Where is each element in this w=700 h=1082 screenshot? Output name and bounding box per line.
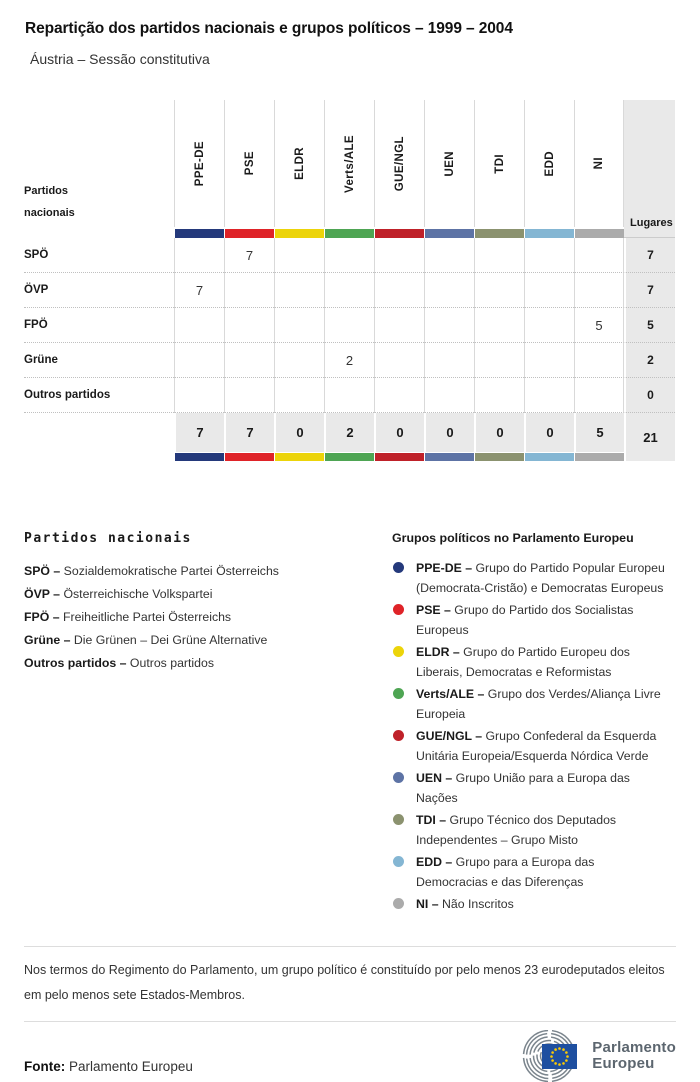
column-header-gue-ngl: GUE/NGL — [374, 100, 424, 227]
legend-group-item: EDD – Grupo para a Europa das Democracias e das Diferenças — [392, 852, 676, 892]
group-color-bar — [224, 452, 274, 461]
group-color-bar — [174, 452, 224, 461]
total-cell: 0 — [524, 413, 574, 452]
group-color-bar — [224, 227, 274, 238]
table-cell — [324, 273, 374, 308]
table-cell: 2 — [324, 343, 374, 378]
table-cell — [574, 378, 624, 413]
table-row-label: SPÖ — [24, 238, 174, 273]
group-color-bar — [474, 227, 524, 238]
column-header-tdi: TDI — [474, 100, 524, 227]
column-header-edd: EDD — [524, 100, 574, 227]
table-cell — [274, 273, 324, 308]
seats-cell: 7 — [624, 238, 675, 273]
table-cell — [474, 308, 524, 343]
table-row-label: Outros partidos — [24, 378, 174, 413]
group-color-bar — [424, 452, 474, 461]
legend-group-item: NI – Não Inscritos — [392, 894, 676, 914]
legend-party-item: ÖVP – Österreichische Volkspartei — [24, 587, 213, 601]
table-cell — [274, 308, 324, 343]
legend-group-item: PSE – Grupo do Partido dos Socialistas Europeus — [392, 600, 676, 640]
table-cell: 7 — [224, 238, 274, 273]
table-cell — [574, 238, 624, 273]
legend-group-item: UEN – Grupo União para a Europa das Nações — [392, 768, 676, 808]
table-cell — [474, 273, 524, 308]
group-color-bar — [474, 452, 524, 461]
total-cell: 5 — [574, 413, 624, 452]
legend-group-item: Verts/ALE – Grupo dos Verdes/Aliança Livre Europeia — [392, 684, 676, 724]
legend-party-item: Grüne – Die Grünen – Dei Grüne Alternative — [24, 633, 268, 647]
table-cell — [574, 273, 624, 308]
table-row-label: ÖVP — [24, 273, 174, 308]
table-cell — [224, 378, 274, 413]
seats-cell: 2 — [624, 343, 675, 378]
table-cell — [524, 343, 574, 378]
total-cell: 0 — [474, 413, 524, 452]
page-subtitle: Áustria – Sessão constitutiva — [30, 51, 210, 67]
column-header-pse: PSE — [224, 100, 274, 227]
table-cell — [574, 343, 624, 378]
column-header-ppe-de: PPE-DE — [174, 100, 224, 227]
table-cell — [424, 238, 474, 273]
footnote: Nos termos do Regimento do Parlamento, um grupo político é constituído por pelo menos 23 eurodeputados eleitos em pelo menos sete Estados-Membros. — [24, 946, 676, 1022]
table-cell — [174, 308, 224, 343]
total-cell: 2 — [324, 413, 374, 452]
table-cell — [324, 308, 374, 343]
logo-wordmark: Parlamento Europeu — [592, 1039, 676, 1072]
legend-party-item: SPÖ – Sozialdemokratische Partei Österreichs — [24, 564, 279, 578]
table-cell: 7 — [174, 273, 224, 308]
source-line: Fonte: Parlamento Europeu — [24, 1059, 193, 1074]
legend-party-item: FPÖ – Freiheitliche Partei Österreichs — [24, 610, 232, 624]
group-color-bar — [424, 227, 474, 238]
group-color-bar — [324, 452, 374, 461]
table-cell — [374, 308, 424, 343]
total-cell: 7 — [174, 413, 224, 452]
table-cell — [474, 343, 524, 378]
seats-column-header: Lugares — [624, 100, 675, 238]
group-color-dot — [393, 730, 404, 741]
table-cell — [274, 238, 324, 273]
column-header-verts-ale: Verts/ALE — [324, 100, 374, 227]
total-cell: 7 — [224, 413, 274, 452]
table-cell — [174, 378, 224, 413]
seats-cell: 7 — [624, 273, 675, 308]
page — [0, 20, 700, 1082]
table-cell — [324, 378, 374, 413]
table-cell — [374, 273, 424, 308]
total-cell: 0 — [274, 413, 324, 452]
table-cell — [374, 238, 424, 273]
legend-group-item: TDI – Grupo Técnico dos Deputados Independentes – Grupo Misto — [392, 810, 676, 850]
table-cell — [274, 343, 324, 378]
legend-groups-header: Grupos políticos no Parlamento Europeu — [392, 531, 634, 545]
table-cell — [174, 343, 224, 378]
column-header-eldr: ELDR — [274, 100, 324, 227]
table-cell — [374, 343, 424, 378]
total-cell: 0 — [424, 413, 474, 452]
table-cell — [524, 273, 574, 308]
total-cell: 0 — [374, 413, 424, 452]
row-header-cell — [24, 100, 174, 238]
group-color-bar — [274, 227, 324, 238]
grand-total-cell: 21 — [624, 413, 675, 461]
group-color-bar — [174, 227, 224, 238]
group-color-dot — [393, 604, 404, 615]
legend-national-parties — [24, 531, 392, 916]
legends-section — [24, 531, 676, 916]
group-color-bar — [524, 227, 574, 238]
group-color-dot — [393, 856, 404, 867]
group-color-dot — [393, 646, 404, 657]
group-color-bar — [274, 452, 324, 461]
table-cell — [224, 273, 274, 308]
table-cell — [524, 238, 574, 273]
table-cell — [274, 378, 324, 413]
legend-group-item: GUE/NGL – Grupo Confederal da Esquerda Unitária Europeia/Esquerda Nórdica Verde — [392, 726, 676, 766]
table-cell — [424, 343, 474, 378]
row-header-label: Partidos nacionais — [24, 185, 75, 219]
footer — [24, 1030, 676, 1082]
group-color-bar — [374, 452, 424, 461]
table-row-label: FPÖ — [24, 308, 174, 343]
seats-cell: 5 — [624, 308, 675, 343]
column-header-uen: UEN — [424, 100, 474, 227]
legend-group-item: ELDR – Grupo do Partido Europeu dos Liberais, Democratas e Reformistas — [392, 642, 676, 682]
legend-parties-header: Partidos nacionais — [24, 531, 192, 546]
legend-group-item: PPE-DE – Grupo do Partido Popular Europeu (Democrata-Cristão) e Democratas Europeus — [392, 558, 676, 598]
table-cell — [524, 378, 574, 413]
table-cell — [224, 343, 274, 378]
table-cell — [224, 308, 274, 343]
group-color-dot — [393, 562, 404, 573]
group-color-dot — [393, 772, 404, 783]
seats-cell: 0 — [624, 378, 675, 413]
table-cell — [424, 273, 474, 308]
group-color-bar — [374, 227, 424, 238]
group-color-dot — [393, 814, 404, 825]
group-color-bar — [524, 452, 574, 461]
table-cell — [474, 378, 524, 413]
group-color-dot — [393, 688, 404, 699]
column-header-ni: NI — [574, 100, 624, 227]
hemicycle-eu-flag-icon — [492, 1030, 584, 1082]
table-cell — [424, 308, 474, 343]
table-cell — [374, 378, 424, 413]
table-row-label: Grüne — [24, 343, 174, 378]
group-color-dot — [393, 898, 404, 909]
table-cell: 5 — [574, 308, 624, 343]
table-cell — [174, 238, 224, 273]
group-color-bar — [324, 227, 374, 238]
legend-political-groups — [392, 531, 676, 916]
european-parliament-logo — [492, 1030, 676, 1082]
legend-party-item: Outros partidos – Outros partidos — [24, 656, 214, 670]
table-cell — [474, 238, 524, 273]
page-title: Repartição dos partidos nacionais e grupos políticos – 1999 – 2004 — [25, 20, 513, 37]
group-color-bar — [574, 227, 624, 238]
group-color-bar — [574, 452, 624, 461]
table-cell — [324, 238, 374, 273]
table-cell — [524, 308, 574, 343]
table-cell — [424, 378, 474, 413]
seats-table — [24, 100, 676, 461]
